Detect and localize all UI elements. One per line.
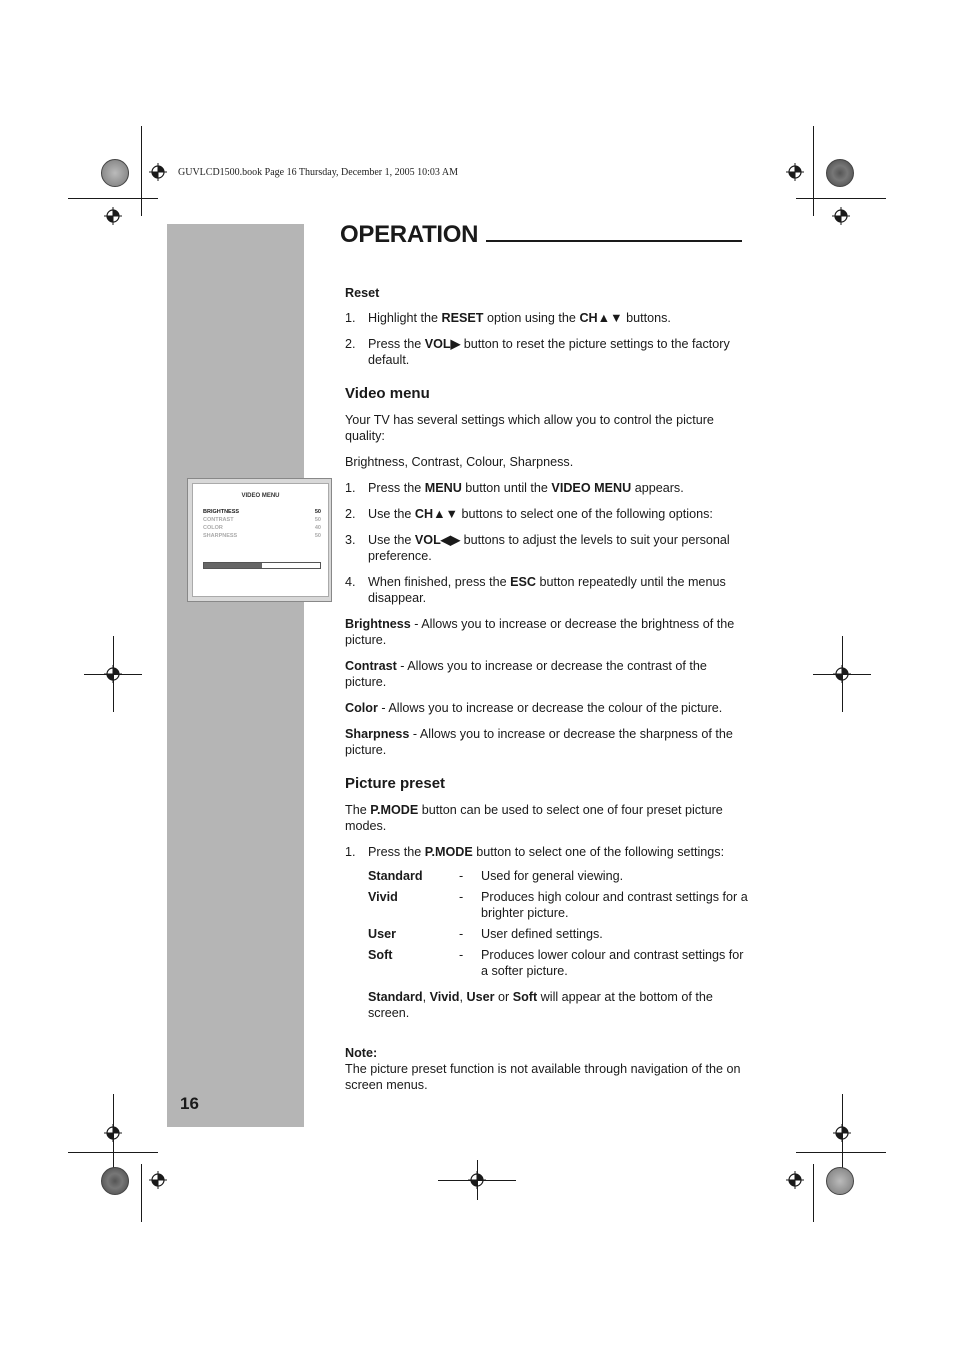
step-number: 3. (345, 533, 356, 547)
setting-term: Sharpness (345, 727, 410, 741)
bold-term: VOL◀▶ (414, 533, 461, 547)
setting-term: Contrast (345, 659, 397, 673)
crosshair-mark (786, 163, 804, 181)
note-text: The picture preset function is not available through navigation of the on screen menus. (345, 1062, 741, 1092)
step-item (345, 844, 750, 860)
setting-text: - Allows you to increase or decrease the colour of the picture. (377, 701, 723, 715)
preset-setting-term: User (368, 927, 397, 941)
preset-footer (368, 989, 750, 1021)
bold-term: CH▲▼ (414, 507, 459, 521)
note-label: Note: (345, 1046, 378, 1060)
crop-line (796, 1152, 886, 1153)
step-number: 4. (345, 575, 356, 589)
preset-setting-term: Standard (368, 869, 423, 883)
screen-menu-value: 40 (314, 525, 321, 531)
setting-description (345, 658, 750, 690)
bold-term: Standard (368, 990, 423, 1004)
bold-term: RESET (441, 311, 484, 325)
crosshair-mark (833, 1124, 851, 1142)
video-menu-options-line: Brightness, Contrast, Colour, Sharpness. (345, 455, 574, 469)
preset-setting-row (368, 868, 750, 884)
step-item (345, 480, 750, 496)
reset-heading: Reset (345, 286, 380, 300)
preset-setting-desc: Produces high colour and contrast settings for a brighter picture. (481, 890, 748, 920)
step-number: 2. (345, 507, 356, 521)
text-run: Use the (368, 507, 415, 521)
step-number: 1. (345, 311, 356, 325)
screen-menu-label: CONTRAST (203, 517, 234, 523)
text-run: buttons to adjust the levels to suit your personal preference. (368, 533, 730, 563)
color-bar-disc (826, 159, 854, 187)
gray-sidebar (167, 224, 304, 1127)
screen-menu-row (203, 509, 321, 515)
text-run: buttons. (622, 311, 671, 325)
text-run: button to reset the picture settings to the factory default. (368, 337, 730, 367)
preset-setting-desc: Used for general viewing. (481, 869, 624, 883)
picture-preset-steps (345, 844, 750, 860)
text-run: or (494, 990, 513, 1004)
crosshair-mark (104, 1124, 122, 1142)
screen-menu-value: 50 (314, 533, 321, 539)
page-title-text: OPERATION (340, 221, 479, 248)
preset-setting-row (368, 889, 750, 921)
text-run: Use the (368, 533, 415, 547)
bold-term: CH▲▼ (579, 311, 623, 325)
screen-display (192, 483, 329, 597)
text-run: Press the (368, 481, 425, 495)
bold-term: VOL▶ (424, 337, 461, 351)
video-menu-screen-illustration (187, 478, 332, 602)
crop-line (813, 126, 814, 216)
color-bar-disc (101, 1167, 129, 1195)
preset-setting-term: Vivid (368, 890, 398, 904)
bold-term: MENU (424, 481, 462, 495)
preset-setting-dash: - (459, 948, 464, 962)
setting-text: - Allows you to increase or decrease the brightness of the picture. (345, 617, 735, 647)
text-run: option using the (483, 311, 580, 325)
video-menu-steps (345, 480, 750, 606)
preset-setting-row (368, 926, 750, 942)
crosshair-mark (104, 665, 122, 683)
screen-menu-value: 50 (314, 509, 321, 515)
preset-setting-dash: - (459, 927, 464, 941)
text-run: Highlight the (368, 311, 442, 325)
crop-line (141, 126, 142, 216)
screen-level-bar (203, 562, 321, 569)
text-run: button until the (461, 481, 552, 495)
picture-preset-intro (345, 802, 750, 834)
text-run: button to select one of the following settings: (472, 845, 725, 859)
setting-description (345, 726, 750, 758)
screen-level-fill (204, 563, 262, 568)
crosshair-mark (149, 1171, 167, 1189)
setting-term: Color (345, 701, 378, 715)
screen-menu-row (203, 517, 321, 523)
bold-term: Vivid (429, 990, 460, 1004)
screen-menu-label: SHARPNESS (203, 533, 238, 539)
color-bar-disc (826, 1167, 854, 1195)
crop-line (141, 1164, 142, 1222)
preset-setting-desc: Produces lower colour and contrast settings for a softer picture. (481, 948, 744, 978)
preset-setting-dash: - (459, 869, 464, 883)
main-content (345, 285, 750, 1103)
setting-text: - Allows you to increase or decrease the contrast of the picture. (345, 659, 707, 689)
title-rule (486, 220, 742, 242)
setting-description (345, 616, 750, 648)
text-run: button repeatedly until the menus disappear. (368, 575, 726, 605)
video-menu-descriptions (345, 616, 750, 758)
screen-menu-label: COLOR (203, 525, 223, 531)
video-menu-intro: Your TV has several settings which allow you to control the picture quality: (345, 413, 714, 443)
text-run: , (422, 990, 430, 1004)
step-item (345, 310, 750, 326)
crosshair-mark (832, 207, 850, 225)
step-number: 2. (345, 337, 356, 351)
screen-menu-value: 50 (314, 517, 321, 523)
preset-setting-row (368, 947, 750, 979)
setting-term: Brightness (345, 617, 411, 631)
crosshair-mark (468, 1171, 486, 1189)
bold-term: P.MODE (424, 845, 473, 859)
bold-term: P.MODE (370, 803, 419, 817)
preset-setting-desc: User defined settings. (481, 927, 603, 941)
crosshair-mark (104, 207, 122, 225)
step-number: 1. (345, 481, 356, 495)
crosshair-mark (786, 1171, 804, 1189)
crop-line (813, 1164, 814, 1222)
text-run: Press the (368, 845, 425, 859)
setting-text: - Allows you to increase or decrease the sharpness of the picture. (345, 727, 733, 757)
step-item (345, 532, 750, 564)
text-run: , (459, 990, 467, 1004)
step-item (345, 506, 750, 522)
step-item (345, 336, 750, 368)
text-run: appears. (631, 481, 684, 495)
screen-menu-row (203, 533, 321, 539)
text-run: button can be used to select one of four preset picture modes. (345, 803, 723, 833)
reset-steps (345, 310, 750, 368)
picture-preset-heading: Picture preset (345, 775, 446, 792)
preset-setting-dash: - (459, 890, 464, 904)
bold-term: ESC (510, 575, 537, 589)
bold-term: User (466, 990, 495, 1004)
bold-term: VIDEO MENU (551, 481, 632, 495)
screen-menu-label: BRIGHTNESS (203, 509, 240, 515)
text-run: The (345, 803, 371, 817)
text-run: Press the (368, 337, 425, 351)
preset-settings-list (368, 868, 750, 979)
setting-description (345, 700, 750, 716)
preset-setting-term: Soft (368, 948, 393, 962)
step-item (345, 574, 750, 606)
crosshair-mark (833, 665, 851, 683)
crop-line (68, 198, 158, 199)
text-run: When finished, press the (368, 575, 511, 589)
crosshair-mark (149, 163, 167, 181)
print-header: GUVLCD1500.book Page 16 Thursday, December 1, 2005 10:03 AM (178, 167, 458, 178)
crop-line (796, 198, 886, 199)
page-title (340, 220, 742, 249)
screen-menu-row (203, 525, 321, 531)
color-bar-disc (101, 159, 129, 187)
text-run: buttons to select one of the following options: (458, 507, 713, 521)
video-menu-heading: Video menu (345, 385, 430, 402)
text-run: will appear at the bottom of the screen. (368, 990, 713, 1020)
screen-menu-title: VIDEO MENU (241, 493, 280, 499)
page-number: 16 (180, 1094, 199, 1113)
step-number: 1. (345, 845, 356, 859)
bold-term: Soft (512, 990, 538, 1004)
